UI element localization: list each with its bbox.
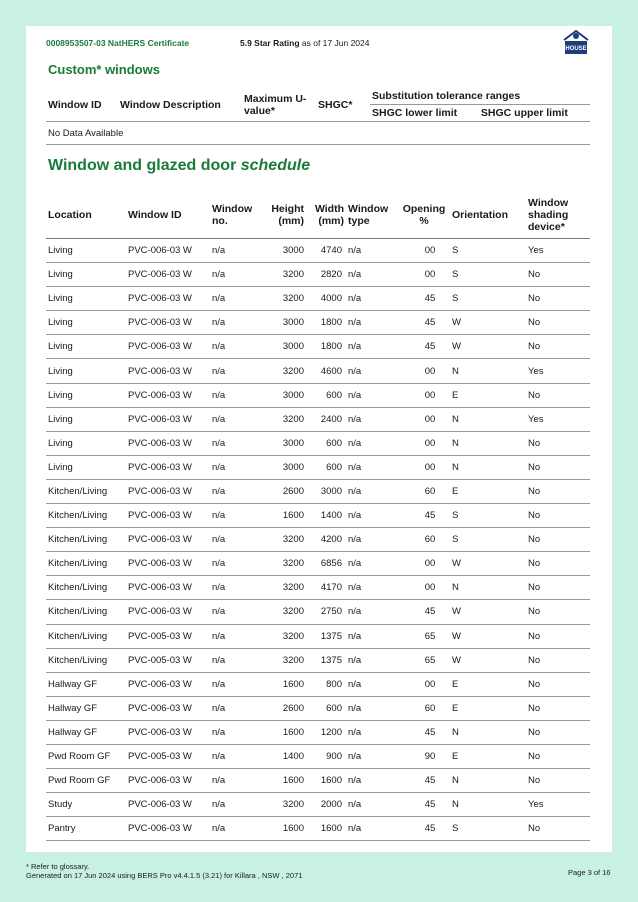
table-row	[46, 335, 590, 359]
cell-window-id: PVC-006-03 W	[126, 311, 210, 335]
col-location: Location	[46, 192, 126, 239]
cell-shading-device: No	[526, 817, 590, 841]
cell-opening: 45	[398, 769, 450, 793]
cell-shading-device: No	[526, 696, 590, 720]
cell-window-no: n/a	[210, 504, 262, 528]
cell-location: Study	[46, 793, 126, 817]
col-window-id: Window ID	[126, 192, 210, 239]
col-max-u-value: Maximum U-value*	[242, 88, 316, 122]
cell-window-id: PVC-006-03 W	[126, 720, 210, 744]
cell-width: 6856	[306, 552, 346, 576]
cell-window-id: PVC-006-03 W	[126, 696, 210, 720]
certificate-id: 0008953507-03 NatHERS Certificate	[46, 38, 190, 48]
cell-width: 1800	[306, 311, 346, 335]
cell-window-no: n/a	[210, 720, 262, 744]
cell-orientation: N	[450, 431, 526, 455]
cell-opening: 60	[398, 528, 450, 552]
cell-orientation: S	[450, 239, 526, 263]
cell-window-id: PVC-006-03 W	[126, 504, 210, 528]
cell-orientation: W	[450, 648, 526, 672]
col-window-type: Window type	[346, 192, 398, 239]
cell-location: Kitchen/Living	[46, 552, 126, 576]
cell-window-type: n/a	[346, 817, 398, 841]
col-orientation: Orientation	[450, 192, 526, 239]
cell-opening: 00	[398, 407, 450, 431]
cell-window-type: n/a	[346, 407, 398, 431]
cell-width: 800	[306, 672, 346, 696]
table-row	[46, 576, 590, 600]
cell-opening: 65	[398, 624, 450, 648]
cell-height: 3000	[262, 311, 306, 335]
cell-shading-device: No	[526, 335, 590, 359]
table-row	[46, 528, 590, 552]
cell-opening: 00	[398, 239, 450, 263]
cell-height: 3000	[262, 455, 306, 479]
cell-window-id: PVC-006-03 W	[126, 431, 210, 455]
cell-orientation: E	[450, 672, 526, 696]
col-shgc: SHGC*	[316, 88, 370, 122]
cell-location: Pwd Room GF	[46, 744, 126, 768]
cell-shading-device: No	[526, 624, 590, 648]
cell-window-type: n/a	[346, 504, 398, 528]
table-row	[46, 407, 590, 431]
cell-window-id: PVC-006-03 W	[126, 239, 210, 263]
cell-window-id: PVC-006-03 W	[126, 528, 210, 552]
star-rating: 5.9 Star Rating as of 17 Jun 2024	[240, 38, 370, 48]
cell-window-id: PVC-006-03 W	[126, 287, 210, 311]
generated-note: Generated on 17 Jun 2024 using BERS Pro v4.4.1.5 (3.21) for Killara , NSW , 2071	[26, 871, 303, 880]
cell-window-id: PVC-006-03 W	[126, 600, 210, 624]
cell-opening: 45	[398, 311, 450, 335]
cell-shading-device: No	[526, 672, 590, 696]
cell-shading-device: No	[526, 576, 590, 600]
cell-window-no: n/a	[210, 600, 262, 624]
table-row	[46, 648, 590, 672]
cell-window-no: n/a	[210, 696, 262, 720]
col-window-description: Window Description	[118, 88, 242, 122]
cell-shading-device: No	[526, 383, 590, 407]
cell-opening: 45	[398, 720, 450, 744]
cell-location: Kitchen/Living	[46, 624, 126, 648]
cell-orientation: S	[450, 528, 526, 552]
cell-orientation: S	[450, 263, 526, 287]
cell-width: 1375	[306, 648, 346, 672]
cell-shading-device: No	[526, 479, 590, 503]
cell-window-id: PVC-005-03 W	[126, 648, 210, 672]
col-height: Height (mm)	[262, 192, 306, 239]
cell-location: Living	[46, 311, 126, 335]
cell-width: 2000	[306, 793, 346, 817]
cell-orientation: N	[450, 793, 526, 817]
cell-location: Living	[46, 239, 126, 263]
cell-window-type: n/a	[346, 431, 398, 455]
cell-opening: 00	[398, 455, 450, 479]
cell-shading-device: No	[526, 504, 590, 528]
cell-window-id: PVC-006-03 W	[126, 769, 210, 793]
cell-window-type: n/a	[346, 263, 398, 287]
cell-width: 4170	[306, 576, 346, 600]
cell-width: 1800	[306, 335, 346, 359]
cell-width: 2400	[306, 407, 346, 431]
cell-location: Living	[46, 335, 126, 359]
cell-location: Hallway GF	[46, 672, 126, 696]
cell-window-type: n/a	[346, 744, 398, 768]
cell-opening: 00	[398, 576, 450, 600]
col-substitution-ranges: Substitution tolerance ranges	[370, 88, 590, 105]
cell-window-no: n/a	[210, 624, 262, 648]
col-width: Width (mm)	[306, 192, 346, 239]
table-row	[46, 504, 590, 528]
cell-height: 3200	[262, 576, 306, 600]
cell-window-type: n/a	[346, 624, 398, 648]
cell-location: Living	[46, 263, 126, 287]
cell-width: 600	[306, 455, 346, 479]
cell-location: Living	[46, 383, 126, 407]
cell-window-type: n/a	[346, 287, 398, 311]
cell-height: 3200	[262, 793, 306, 817]
cell-shading-device: No	[526, 648, 590, 672]
cell-height: 3000	[262, 383, 306, 407]
cell-location: Kitchen/Living	[46, 504, 126, 528]
cell-height: 3200	[262, 552, 306, 576]
table-row	[46, 239, 590, 263]
cell-window-no: n/a	[210, 335, 262, 359]
cell-opening: 00	[398, 552, 450, 576]
cell-window-type: n/a	[346, 359, 398, 383]
cell-height: 3200	[262, 359, 306, 383]
cell-window-no: n/a	[210, 407, 262, 431]
table-row	[46, 624, 590, 648]
cell-location: Living	[46, 455, 126, 479]
cell-orientation: S	[450, 504, 526, 528]
cell-orientation: N	[450, 769, 526, 793]
custom-windows-table	[46, 88, 590, 145]
cell-window-no: n/a	[210, 431, 262, 455]
certificate-page	[26, 26, 612, 852]
table-row	[46, 287, 590, 311]
cell-width: 600	[306, 431, 346, 455]
cell-window-no: n/a	[210, 287, 262, 311]
cell-shading-device: No	[526, 311, 590, 335]
cell-window-id: PVC-006-03 W	[126, 672, 210, 696]
cell-opening: 45	[398, 600, 450, 624]
cell-orientation: W	[450, 552, 526, 576]
cell-location: Living	[46, 359, 126, 383]
cell-window-type: n/a	[346, 576, 398, 600]
cell-window-no: n/a	[210, 817, 262, 841]
cell-shading-device: Yes	[526, 359, 590, 383]
table-row	[46, 744, 590, 768]
table-row	[46, 600, 590, 624]
cell-location: Kitchen/Living	[46, 600, 126, 624]
cell-location: Living	[46, 431, 126, 455]
cell-window-no: n/a	[210, 359, 262, 383]
cell-width: 4000	[306, 287, 346, 311]
table-row	[46, 359, 590, 383]
cell-window-no: n/a	[210, 455, 262, 479]
cell-window-id: PVC-006-03 W	[126, 817, 210, 841]
table-row	[46, 263, 590, 287]
cell-window-type: n/a	[346, 239, 398, 263]
cell-orientation: E	[450, 744, 526, 768]
cell-orientation: W	[450, 335, 526, 359]
cell-location: Pwd Room GF	[46, 769, 126, 793]
cell-opening: 45	[398, 335, 450, 359]
cell-height: 3000	[262, 335, 306, 359]
cell-window-type: n/a	[346, 720, 398, 744]
cell-opening: 45	[398, 504, 450, 528]
cell-opening: 00	[398, 431, 450, 455]
cell-shading-device: No	[526, 263, 590, 287]
cell-window-no: n/a	[210, 479, 262, 503]
cell-orientation: E	[450, 479, 526, 503]
cell-shading-device: No	[526, 287, 590, 311]
cell-width: 2750	[306, 600, 346, 624]
cell-width: 1200	[306, 720, 346, 744]
cell-window-id: PVC-005-03 W	[126, 744, 210, 768]
cell-height: 1600	[262, 720, 306, 744]
cell-width: 4740	[306, 239, 346, 263]
window-schedule-table	[46, 192, 590, 841]
cell-location: Pantry	[46, 817, 126, 841]
table-row	[46, 479, 590, 503]
cell-width: 1400	[306, 504, 346, 528]
cell-window-type: n/a	[346, 383, 398, 407]
cell-window-id: PVC-006-03 W	[126, 479, 210, 503]
col-shading-device: Window shading device*	[526, 192, 590, 239]
cell-opening: 00	[398, 383, 450, 407]
cell-shading-device: No	[526, 600, 590, 624]
cell-height: 3200	[262, 528, 306, 552]
cell-opening: 65	[398, 648, 450, 672]
table-row	[46, 455, 590, 479]
cell-orientation: W	[450, 311, 526, 335]
cell-window-type: n/a	[346, 648, 398, 672]
table-row	[46, 672, 590, 696]
footer-notes	[26, 862, 302, 880]
cell-width: 600	[306, 383, 346, 407]
cell-window-no: n/a	[210, 744, 262, 768]
cell-shading-device: Yes	[526, 407, 590, 431]
cell-location: Hallway GF	[46, 696, 126, 720]
table-row	[46, 793, 590, 817]
cell-shading-device: No	[526, 431, 590, 455]
cell-shading-device: No	[526, 455, 590, 479]
cell-location: Living	[46, 407, 126, 431]
col-window-id: Window ID	[46, 88, 118, 122]
cell-window-type: n/a	[346, 552, 398, 576]
cell-height: 3200	[262, 287, 306, 311]
cell-window-type: n/a	[346, 455, 398, 479]
cell-window-type: n/a	[346, 696, 398, 720]
cell-orientation: W	[450, 600, 526, 624]
cell-width: 1600	[306, 817, 346, 841]
cell-width: 2820	[306, 263, 346, 287]
cell-height: 2600	[262, 696, 306, 720]
cell-height: 3200	[262, 600, 306, 624]
cell-window-id: PVC-005-03 W	[126, 624, 210, 648]
cell-opening: 45	[398, 793, 450, 817]
cell-window-no: n/a	[210, 793, 262, 817]
cell-window-no: n/a	[210, 311, 262, 335]
cell-window-id: PVC-006-03 W	[126, 552, 210, 576]
cell-shading-device: No	[526, 744, 590, 768]
col-shgc-lower: SHGC lower limit	[370, 105, 479, 122]
cell-window-type: n/a	[346, 600, 398, 624]
cell-window-no: n/a	[210, 528, 262, 552]
cell-width: 900	[306, 744, 346, 768]
table-row	[46, 720, 590, 744]
cell-window-id: PVC-006-03 W	[126, 407, 210, 431]
cell-opening: 45	[398, 287, 450, 311]
cell-window-type: n/a	[346, 479, 398, 503]
cell-height: 1600	[262, 769, 306, 793]
cell-location: Kitchen/Living	[46, 528, 126, 552]
cell-location: Kitchen/Living	[46, 479, 126, 503]
cell-height: 3200	[262, 407, 306, 431]
table-row	[46, 431, 590, 455]
cell-height: 1400	[262, 744, 306, 768]
cell-window-type: n/a	[346, 311, 398, 335]
cell-window-no: n/a	[210, 672, 262, 696]
cell-height: 3000	[262, 239, 306, 263]
col-window-no: Window no.	[210, 192, 262, 239]
glossary-note: * Refer to glossary.	[26, 862, 90, 871]
cell-height: 2600	[262, 479, 306, 503]
table-row	[46, 696, 590, 720]
cell-shading-device: No	[526, 528, 590, 552]
custom-windows-title: Custom* windows	[48, 62, 160, 77]
cell-width: 3000	[306, 479, 346, 503]
col-shgc-upper: SHGC upper limit	[479, 105, 590, 122]
table-row	[46, 769, 590, 793]
cell-opening: 00	[398, 359, 450, 383]
table-row	[46, 311, 590, 335]
cell-window-id: PVC-006-03 W	[126, 455, 210, 479]
cell-window-type: n/a	[346, 335, 398, 359]
cell-orientation: N	[450, 359, 526, 383]
cell-orientation: N	[450, 576, 526, 600]
cell-window-no: n/a	[210, 383, 262, 407]
cell-location: Hallway GF	[46, 720, 126, 744]
cell-window-id: PVC-006-03 W	[126, 359, 210, 383]
cell-opening: 60	[398, 479, 450, 503]
cell-location: Kitchen/Living	[46, 648, 126, 672]
cell-window-id: PVC-006-03 W	[126, 335, 210, 359]
cell-window-no: n/a	[210, 263, 262, 287]
cell-location: Kitchen/Living	[46, 576, 126, 600]
cell-shading-device: No	[526, 769, 590, 793]
cell-opening: 60	[398, 696, 450, 720]
cell-shading-device: No	[526, 552, 590, 576]
cell-opening: 00	[398, 263, 450, 287]
cell-window-type: n/a	[346, 769, 398, 793]
page-number: Page 3 of 16	[568, 868, 611, 877]
cell-width: 1375	[306, 624, 346, 648]
table-row	[46, 383, 590, 407]
cell-height: 3200	[262, 648, 306, 672]
house-logo-icon	[561, 28, 591, 56]
cell-orientation: N	[450, 455, 526, 479]
cell-orientation: N	[450, 407, 526, 431]
table-row	[46, 817, 590, 841]
cell-height: 3000	[262, 431, 306, 455]
cell-width: 4200	[306, 528, 346, 552]
cell-window-type: n/a	[346, 672, 398, 696]
cell-opening: 90	[398, 744, 450, 768]
cell-orientation: S	[450, 817, 526, 841]
cell-orientation: S	[450, 287, 526, 311]
col-opening: Opening %	[398, 192, 450, 239]
cell-opening: 00	[398, 672, 450, 696]
cell-height: 1600	[262, 504, 306, 528]
cell-shading-device: No	[526, 720, 590, 744]
cell-window-id: PVC-006-03 W	[126, 793, 210, 817]
table-row	[46, 552, 590, 576]
cell-window-no: n/a	[210, 576, 262, 600]
cell-window-no: n/a	[210, 769, 262, 793]
cell-orientation: W	[450, 624, 526, 648]
cell-opening: 45	[398, 817, 450, 841]
cell-window-type: n/a	[346, 793, 398, 817]
cell-window-no: n/a	[210, 648, 262, 672]
schedule-title: Window and glazed door schedule	[48, 157, 311, 174]
cell-window-id: PVC-006-03 W	[126, 263, 210, 287]
cell-height: 1600	[262, 672, 306, 696]
cell-orientation: E	[450, 383, 526, 407]
cell-shading-device: Yes	[526, 239, 590, 263]
cell-width: 1600	[306, 769, 346, 793]
cell-orientation: E	[450, 696, 526, 720]
cell-height: 3200	[262, 263, 306, 287]
logo-text: HOUSE	[565, 46, 587, 52]
cell-window-type: n/a	[346, 528, 398, 552]
cell-location: Living	[46, 287, 126, 311]
cell-height: 3200	[262, 624, 306, 648]
cell-window-id: PVC-006-03 W	[126, 383, 210, 407]
cell-window-id: PVC-006-03 W	[126, 576, 210, 600]
no-data-message: No Data Available	[46, 122, 590, 145]
cell-height: 1600	[262, 817, 306, 841]
cell-width: 600	[306, 696, 346, 720]
cell-window-no: n/a	[210, 239, 262, 263]
cell-width: 4600	[306, 359, 346, 383]
cell-orientation: N	[450, 720, 526, 744]
cell-window-no: n/a	[210, 552, 262, 576]
cell-shading-device: Yes	[526, 793, 590, 817]
